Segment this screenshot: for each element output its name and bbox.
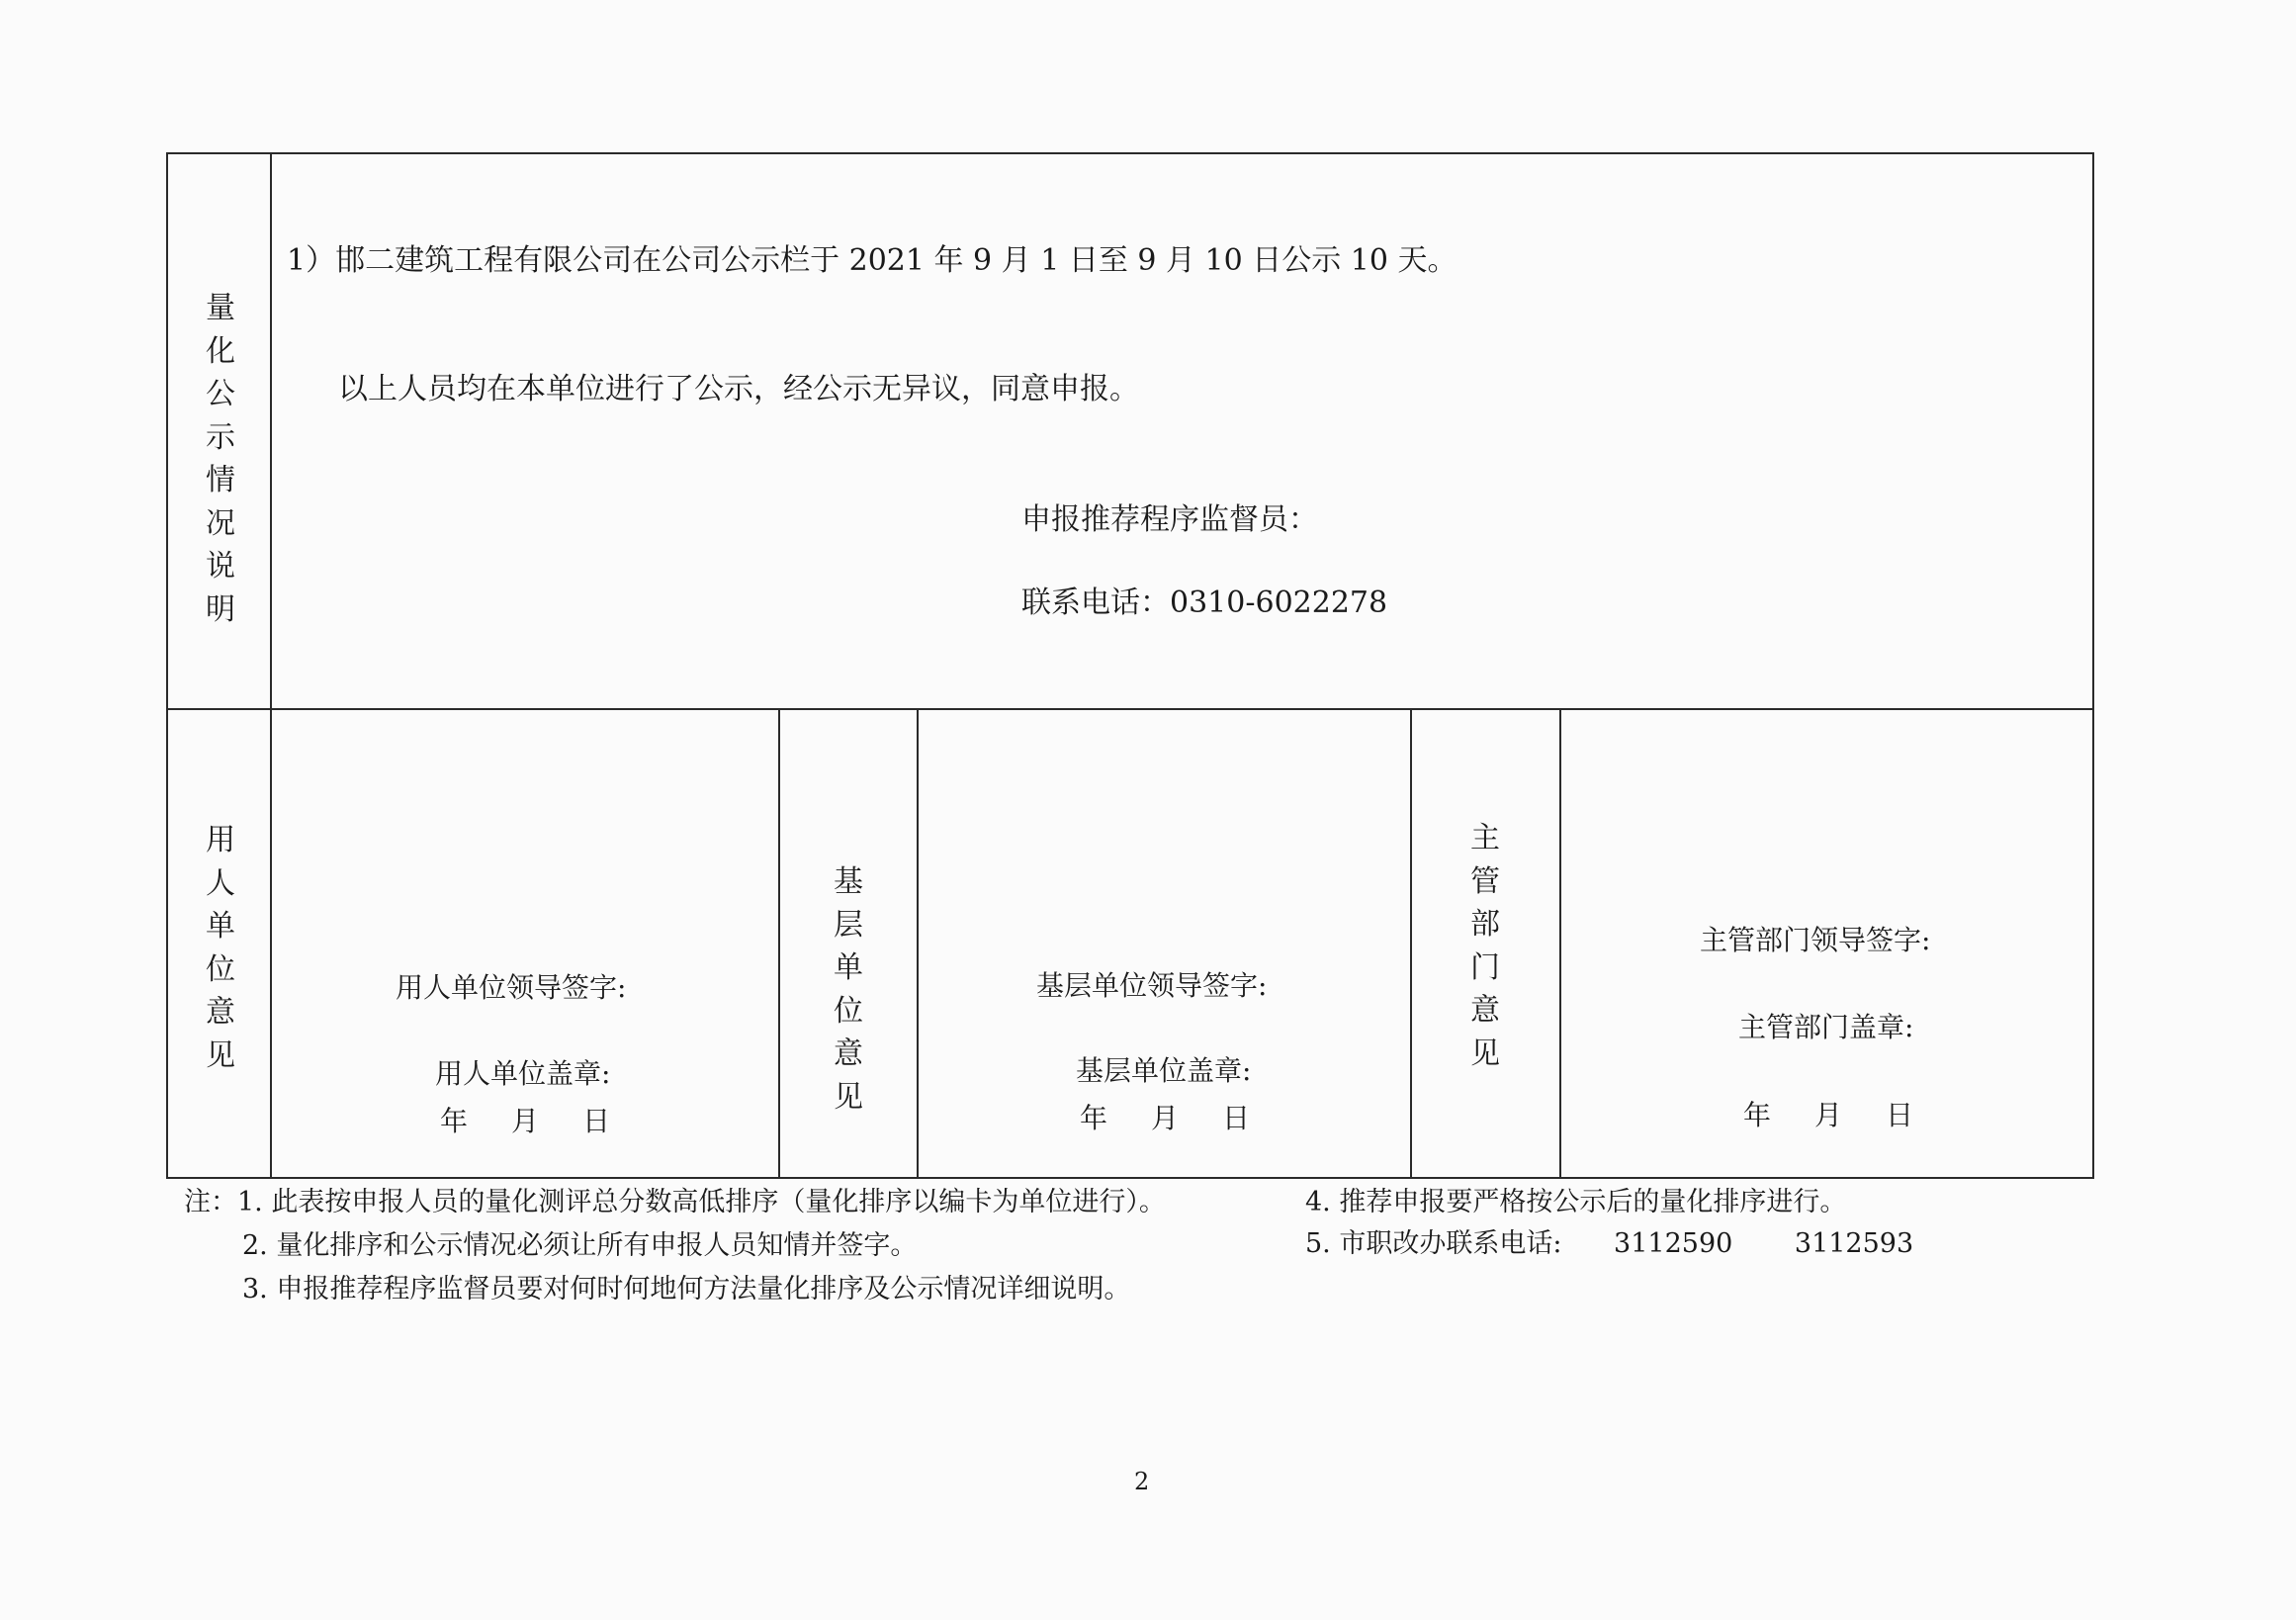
supervisor-dept-label xyxy=(1467,817,1503,1075)
grassroots-label-char: 见 xyxy=(834,1079,863,1115)
employer-label xyxy=(203,819,238,1077)
section1-label-char: 况 xyxy=(206,505,235,541)
bottom-divider-3 xyxy=(1410,708,1412,1179)
grassroots-leader-sign: 基层单位领导签字: xyxy=(1036,969,1268,1002)
contact-phone: 联系电话：0310-6022278 xyxy=(1021,585,1388,620)
supervisor-dept-label-char: 部 xyxy=(1470,907,1500,942)
grassroots-label xyxy=(831,860,866,1119)
supervisor-dept-label-char: 门 xyxy=(1470,949,1500,985)
grassroots-seal: 基层单位盖章: xyxy=(1076,1054,1252,1087)
section1-label-char: 示 xyxy=(206,419,235,455)
note-5-label: 5. 市职改办联系电话: xyxy=(1305,1228,1562,1259)
day-label: 日 xyxy=(1222,1102,1251,1134)
employer-label-char: 意 xyxy=(206,995,235,1030)
top-label-divider xyxy=(270,152,272,1179)
year-label: 年 xyxy=(1080,1102,1108,1134)
section1-label-char: 化 xyxy=(206,333,235,369)
grassroots-date xyxy=(1080,1097,1250,1136)
note-5-phone-b: 3112593 xyxy=(1794,1228,1914,1259)
grassroots-label-char: 意 xyxy=(834,1036,863,1071)
employer-date xyxy=(440,1100,610,1139)
employer-label-char: 人 xyxy=(206,865,235,901)
grassroots-label-char: 单 xyxy=(834,950,863,985)
section1-label-char: 情 xyxy=(206,463,235,497)
supervisor-dept-label-char: 意 xyxy=(1470,993,1500,1028)
supervisor-dept-label-char: 主 xyxy=(1470,821,1500,855)
note-2: 2. 量化排序和公示情况必须让所有申报人员知情并签字。 xyxy=(242,1230,918,1261)
day-label: 日 xyxy=(582,1105,611,1137)
day-label: 日 xyxy=(1886,1099,1914,1131)
employer-leader-sign: 用人单位领导签字: xyxy=(396,971,627,1004)
supervisor-label: 申报推荐程序监督员： xyxy=(1021,502,1318,537)
month-label: 月 xyxy=(511,1105,540,1137)
year-label: 年 xyxy=(440,1105,469,1137)
supervisor-dept-seal: 主管部门盖章: xyxy=(1738,1011,1914,1043)
bottom-divider-4 xyxy=(1559,708,1561,1179)
month-label: 月 xyxy=(1814,1099,1843,1131)
supervisor-dept-label-char: 管 xyxy=(1470,863,1500,899)
note-1: 注：1. 此表按申报人员的量化测评总分数高低排序（量化排序以编卡为单位进行）。 xyxy=(184,1187,1166,1217)
supervisor-dept-leader-sign: 主管部门领导签字: xyxy=(1700,924,1931,956)
no-objection-line: 以上人员均在本单位进行了公示，经公示无异议，同意申报。 xyxy=(338,372,1139,406)
publicity-line: 1）邯二建筑工程有限公司在公司公示栏于 2021 年 9 月 1 日至 9 月 10 日公示 10 天。 xyxy=(287,243,1457,278)
bottom-divider-2 xyxy=(917,708,919,1179)
note-4: 4. 推荐申报要严格按公示后的量化排序进行。 xyxy=(1305,1187,1847,1217)
employer-label-char: 单 xyxy=(206,909,235,944)
year-label: 年 xyxy=(1743,1099,1772,1131)
bottom-divider-1 xyxy=(778,708,780,1179)
grassroots-label-char: 层 xyxy=(834,907,863,943)
section1-label-char: 说 xyxy=(206,549,235,584)
grassroots-label-char: 位 xyxy=(834,993,863,1029)
section1-label xyxy=(203,287,238,631)
note-5 xyxy=(1305,1228,1913,1260)
employer-label-char: 见 xyxy=(206,1037,235,1073)
section1-label-char: 公 xyxy=(206,377,235,411)
supervisor-dept-date xyxy=(1743,1094,1913,1133)
month-label: 月 xyxy=(1151,1102,1180,1134)
grassroots-label-char: 基 xyxy=(834,864,863,899)
page-number: 2 xyxy=(1134,1468,1150,1495)
section1-label-char: 明 xyxy=(206,591,235,627)
employer-label-char: 位 xyxy=(206,951,235,987)
row-divider xyxy=(166,708,2094,710)
note-5-phone-a: 3112590 xyxy=(1614,1228,1733,1259)
note-3: 3. 申报推荐程序监督员要对何时何地何方法量化排序及公示情况详细说明。 xyxy=(242,1274,1131,1305)
section1-label-char: 量 xyxy=(206,291,235,325)
employer-label-char: 用 xyxy=(206,823,235,857)
employer-seal: 用人单位盖章: xyxy=(435,1057,611,1090)
supervisor-dept-label-char: 见 xyxy=(1470,1035,1500,1071)
